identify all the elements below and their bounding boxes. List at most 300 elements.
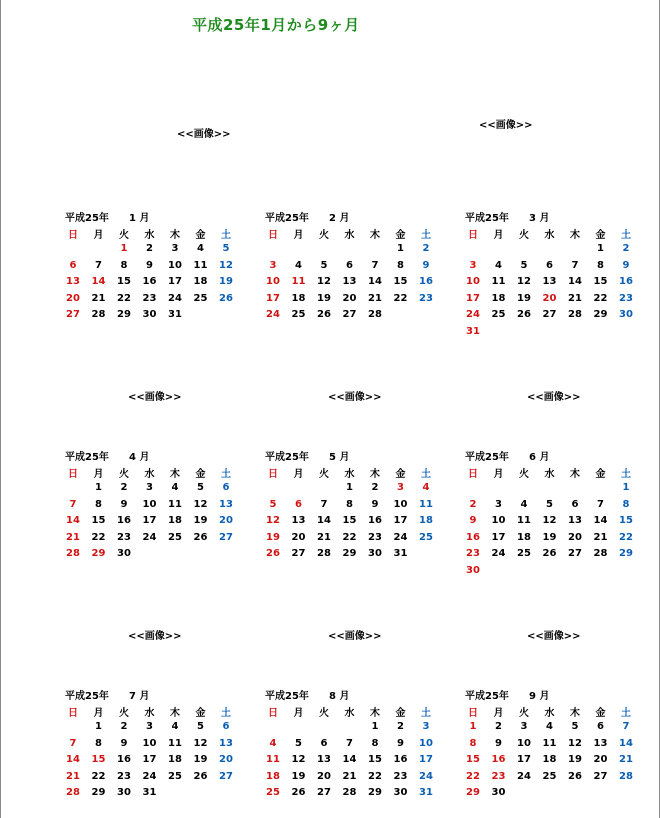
calendar-header (63, 448, 243, 462)
calendar-day: 5 (269, 498, 277, 510)
calendar-day: 1 (95, 482, 102, 493)
calendar-month (463, 687, 643, 798)
weekday-header-row (63, 226, 243, 243)
calendar-day: 9 (120, 498, 128, 510)
calendar-day: 15 (91, 754, 106, 765)
calendar-week-row (463, 293, 643, 310)
calendar-day: 8 (397, 259, 404, 271)
calendar-header (263, 687, 443, 701)
calendar-day: 12 (317, 276, 331, 287)
calendar-day: 7 (95, 259, 102, 271)
calendar-month (63, 448, 243, 559)
weekday-label: 水 (544, 230, 555, 241)
calendar-day: 2 (469, 498, 477, 510)
calendar-day: 20 (317, 770, 331, 782)
calendar-day: 28 (66, 787, 80, 798)
calendar-day: 8 (469, 737, 477, 749)
calendar-day: 25 (517, 548, 531, 559)
calendar-month-label: 8 月 (329, 691, 350, 702)
calendar-day: 17 (491, 531, 506, 543)
calendar-week-row (63, 482, 243, 499)
calendar-week-row (263, 787, 443, 804)
calendar-day: 14 (342, 754, 357, 765)
calendar-week-row (463, 243, 643, 260)
image-placeholder: <<画像>> (177, 129, 231, 140)
calendar-day: 19 (517, 292, 531, 304)
image-placeholder: <<画像>> (527, 631, 581, 642)
calendar-month (463, 209, 643, 337)
weekday-label: 日 (468, 230, 478, 241)
calendar-week-row (263, 243, 443, 260)
calendar-day: 10 (142, 737, 157, 749)
calendar-day: 25 (491, 309, 506, 320)
calendar-week-row (463, 532, 643, 549)
calendar-week-row (463, 482, 643, 499)
calendar-day: 3 (495, 498, 502, 510)
calendar-week-row (463, 754, 643, 771)
calendar-day: 26 (317, 309, 331, 320)
calendar-day: 6 (571, 498, 579, 510)
calendar-day: 1 (95, 721, 102, 732)
calendar-day: 27 (317, 787, 331, 798)
calendar-day: 19 (542, 531, 557, 543)
calendar-day: 23 (466, 548, 480, 559)
calendar-day: 27 (568, 548, 582, 559)
calendar-week-row (63, 754, 243, 771)
weekday-label: 木 (170, 708, 180, 719)
calendar-day: 29 (619, 548, 633, 559)
calendar-day: 27 (219, 531, 233, 543)
weekday-label: 土 (621, 469, 631, 480)
calendar-day: 11 (266, 754, 280, 765)
calendar-day: 15 (342, 515, 357, 526)
weekday-label: 金 (395, 469, 406, 480)
calendar-day: 21 (568, 292, 582, 304)
calendar-day: 12 (568, 737, 582, 749)
calendar-month-label: 6 月 (529, 452, 550, 463)
calendar-day: 11 (517, 515, 531, 526)
weekday-label: 日 (68, 708, 78, 719)
calendar-grid (263, 465, 443, 565)
calendar-day: 22 (466, 770, 480, 782)
weekday-label: 金 (595, 469, 606, 480)
calendar-day: 8 (622, 498, 630, 510)
calendar-day: 26 (517, 309, 531, 320)
calendar-day: 27 (342, 309, 357, 320)
calendar-day: 16 (466, 531, 480, 543)
calendar-day: 15 (117, 276, 131, 287)
weekday-label: 日 (68, 469, 78, 480)
calendar-day: 28 (619, 770, 633, 782)
calendar-day: 7 (622, 721, 630, 732)
calendar-week-row (63, 276, 243, 293)
calendar-day: 6 (546, 259, 553, 271)
calendar-day: 24 (393, 531, 408, 543)
calendar-grid (63, 226, 243, 326)
calendar-day: 24 (466, 309, 480, 320)
weekday-header-row (463, 704, 643, 721)
weekday-label: 土 (221, 469, 231, 480)
calendar-header (463, 687, 643, 701)
calendar-month-label: 2 月 (329, 213, 350, 224)
calendar-day: 17 (266, 292, 280, 304)
calendar-day: 31 (168, 309, 182, 320)
calendar-day: 26 (542, 548, 557, 559)
calendar-week-row (63, 532, 243, 549)
calendar-week-row (263, 482, 443, 499)
calendar-day: 19 (193, 515, 208, 526)
weekday-label: 日 (268, 230, 278, 241)
calendar-week-row (263, 721, 443, 738)
calendar-era-label: 平成25年 (265, 691, 309, 702)
weekday-label: 日 (268, 469, 278, 480)
calendar-day: 13 (342, 276, 357, 287)
calendar-week-row (63, 309, 243, 326)
calendar-day: 19 (266, 531, 280, 543)
calendar-day: 19 (317, 292, 331, 304)
calendar-week-row (263, 771, 443, 788)
calendar-day: 3 (171, 243, 179, 254)
calendar-header (463, 448, 643, 462)
calendar-week-row (263, 309, 443, 326)
calendar-day: 10 (266, 276, 280, 287)
calendar-day: 17 (466, 292, 480, 304)
calendar-day: 8 (346, 498, 353, 510)
calendar-week-row (63, 293, 243, 310)
weekday-label: 木 (570, 230, 580, 241)
calendar-day: 30 (466, 564, 480, 576)
calendar-header (263, 448, 443, 462)
calendar-day: 22 (91, 770, 106, 782)
weekday-label: 月 (93, 469, 104, 480)
calendar-day: 25 (542, 770, 557, 782)
calendar-day: 26 (193, 770, 208, 782)
calendar-day: 30 (117, 787, 131, 798)
calendar-day: 14 (66, 754, 80, 765)
calendar-era-label: 平成25年 (65, 213, 109, 224)
calendar-day: 17 (517, 754, 531, 765)
calendar-day: 2 (397, 721, 404, 732)
calendar-day: 11 (193, 259, 208, 271)
calendar-day: 24 (168, 292, 182, 304)
calendar-day: 6 (597, 721, 604, 732)
calendar-day: 6 (69, 259, 77, 271)
weekday-label: 水 (144, 708, 155, 719)
calendar-day: 27 (542, 309, 557, 320)
weekday-label: 月 (293, 230, 304, 241)
calendar-day: 22 (91, 531, 106, 543)
calendar-day: 30 (117, 548, 131, 559)
calendar-header (463, 209, 643, 223)
page-left-border (0, 0, 1, 818)
weekday-label: 月 (493, 469, 504, 480)
calendar-week-row (463, 738, 643, 755)
weekday-label: 水 (144, 469, 155, 480)
calendar-day: 31 (419, 787, 433, 798)
calendar-day: 20 (219, 515, 233, 526)
calendar-day: 30 (393, 787, 408, 798)
calendar-day: 5 (546, 498, 553, 510)
calendar-day: 5 (222, 243, 230, 254)
calendar-day: 23 (619, 292, 633, 304)
calendar-day: 2 (495, 721, 502, 732)
calendar-day: 14 (593, 515, 608, 526)
weekday-label: 火 (519, 230, 529, 241)
calendar-week-row (63, 738, 243, 755)
calendar-era-label: 平成25年 (465, 213, 509, 224)
calendar-day: 11 (419, 498, 433, 510)
calendar-day: 16 (393, 754, 408, 765)
calendar-grid (63, 465, 243, 565)
calendar-day: 12 (291, 754, 306, 765)
calendar-day: 15 (91, 515, 106, 526)
calendar-week-row (263, 499, 443, 516)
calendar-day: 21 (619, 754, 633, 765)
weekday-label: 木 (170, 230, 180, 241)
calendar-day: 25 (168, 531, 182, 543)
calendar-day: 15 (619, 515, 633, 526)
calendar-day: 5 (571, 721, 579, 732)
calendar-week-row (263, 260, 443, 277)
calendar-day: 7 (69, 737, 77, 749)
calendar-day: 11 (542, 737, 557, 749)
calendar-day: 2 (371, 482, 379, 493)
weekday-label: 水 (544, 708, 555, 719)
calendar-day: 4 (171, 482, 179, 493)
weekday-label: 金 (195, 230, 206, 241)
calendar-day: 10 (393, 498, 408, 510)
calendar-day: 30 (368, 548, 382, 559)
calendar-day: 23 (491, 770, 506, 782)
weekday-label: 木 (570, 469, 580, 480)
calendar-week-row (463, 787, 643, 804)
calendar-day: 18 (193, 276, 208, 287)
calendar-day: 22 (342, 531, 357, 543)
weekday-header-row (263, 226, 443, 243)
calendar-day: 25 (193, 292, 208, 304)
calendar-era-label: 平成25年 (65, 452, 109, 463)
calendar-day: 23 (419, 292, 433, 304)
weekday-label: 木 (370, 469, 380, 480)
calendar-day: 7 (571, 259, 579, 271)
calendar-day: 6 (222, 482, 230, 493)
calendar-day: 20 (593, 754, 608, 765)
weekday-label: 火 (519, 708, 529, 719)
calendar-era-label: 平成25年 (465, 452, 509, 463)
calendar-day: 29 (466, 787, 480, 798)
calendar-day: 30 (619, 309, 633, 320)
weekday-label: 金 (195, 708, 206, 719)
weekday-label: 土 (221, 708, 231, 719)
weekday-header-row (263, 704, 443, 721)
calendar-day: 7 (597, 498, 604, 510)
calendar-day: 1 (397, 243, 404, 254)
calendar-day: 13 (593, 737, 608, 749)
calendar-day: 15 (393, 276, 408, 287)
calendar-day: 9 (469, 515, 477, 526)
calendar-day: 4 (546, 721, 553, 732)
calendar-day: 26 (568, 770, 582, 782)
calendar-day: 18 (419, 515, 433, 526)
image-placeholder: <<画像>> (128, 392, 182, 403)
calendar-day: 22 (117, 292, 131, 304)
calendar-week-row (263, 515, 443, 532)
calendar-day: 22 (619, 531, 633, 543)
calendar-day: 1 (622, 482, 630, 493)
calendar-day: 18 (291, 292, 306, 304)
calendar-week-row (463, 309, 643, 326)
calendar-day: 29 (342, 548, 357, 559)
weekday-label: 水 (344, 469, 355, 480)
calendar-header (63, 209, 243, 223)
weekday-label: 金 (195, 469, 206, 480)
weekday-label: 日 (468, 708, 478, 719)
weekday-label: 日 (268, 708, 278, 719)
calendar-day: 6 (346, 259, 353, 271)
calendar-day: 19 (291, 770, 306, 782)
calendar-week-row (263, 754, 443, 771)
calendar-day: 8 (120, 259, 128, 271)
calendar-day: 9 (397, 737, 404, 749)
calendar-week-row (63, 260, 243, 277)
calendar-day: 20 (542, 292, 557, 304)
calendar-grid (63, 704, 243, 804)
calendar-day: 31 (142, 787, 157, 798)
calendar-month-label: 7 月 (129, 691, 150, 702)
calendar-day: 12 (193, 498, 208, 510)
calendar-day: 20 (568, 531, 582, 543)
calendar-day: 18 (491, 292, 506, 304)
calendar-week-row (63, 243, 243, 260)
calendar-day: 5 (197, 721, 204, 732)
calendar-day: 4 (295, 259, 302, 271)
calendar-day: 5 (320, 259, 328, 271)
calendar-day: 11 (168, 498, 182, 510)
calendar-day: 4 (520, 498, 528, 510)
calendar-month (463, 448, 643, 576)
image-placeholder: <<画像>> (328, 631, 382, 642)
calendar-day: 28 (368, 309, 382, 320)
calendar-day: 3 (520, 721, 528, 732)
calendar-day: 7 (320, 498, 328, 510)
calendar-grid (263, 226, 443, 326)
weekday-label: 金 (595, 230, 606, 241)
calendar-month-label: 4 月 (129, 452, 150, 463)
calendar-day: 28 (66, 548, 80, 559)
calendar-day: 14 (368, 276, 382, 287)
calendar-day: 11 (491, 276, 506, 287)
calendar-week-row (463, 771, 643, 788)
weekday-label: 土 (421, 708, 431, 719)
calendar-day: 10 (419, 737, 433, 749)
calendar-week-row (63, 771, 243, 788)
weekday-label: 金 (595, 708, 606, 719)
calendar-day: 2 (622, 243, 630, 254)
calendar-day: 18 (517, 531, 531, 543)
calendar-day: 4 (269, 737, 277, 749)
weekday-label: 木 (570, 708, 580, 719)
calendar-day: 29 (593, 309, 608, 320)
calendar-grid (463, 226, 643, 342)
calendar-day: 8 (95, 737, 102, 749)
calendar-day: 8 (597, 259, 604, 271)
calendar-day: 21 (342, 770, 357, 782)
weekday-label: 月 (493, 230, 504, 241)
image-placeholder: <<画像>> (128, 631, 182, 642)
calendar-day: 14 (66, 515, 80, 526)
calendar-day: 7 (371, 259, 379, 271)
calendar-day: 12 (517, 276, 531, 287)
weekday-label: 月 (293, 708, 304, 719)
calendar-day: 21 (66, 770, 80, 782)
weekday-label: 土 (621, 708, 631, 719)
calendar-week-row (463, 326, 643, 343)
weekday-label: 水 (544, 469, 555, 480)
calendar-day: 17 (393, 515, 408, 526)
calendar-month-label: 5 月 (329, 452, 350, 463)
calendar-day: 25 (266, 787, 280, 798)
calendar-day: 7 (69, 498, 77, 510)
calendar-day: 10 (168, 259, 182, 271)
calendar-week-row (63, 515, 243, 532)
calendar-week-row (463, 515, 643, 532)
calendar-month-label: 3 月 (529, 213, 550, 224)
calendar-week-row (463, 276, 643, 293)
calendar-day: 5 (197, 482, 204, 493)
calendar-day: 1 (597, 243, 604, 254)
weekday-label: 火 (319, 230, 329, 241)
calendar-day: 3 (146, 482, 153, 493)
calendar-day: 20 (291, 531, 306, 543)
calendar-week-row (263, 276, 443, 293)
calendar-week-row (263, 548, 443, 565)
calendar-day: 3 (146, 721, 153, 732)
calendar-day: 29 (91, 548, 106, 559)
image-placeholder: <<画像>> (479, 120, 533, 131)
weekday-label: 金 (395, 708, 406, 719)
calendar-era-label: 平成25年 (465, 691, 509, 702)
page-title: 平成25年1月から9ヶ月 (192, 16, 360, 34)
calendar-week-row (463, 565, 643, 582)
calendar-era-label: 平成25年 (265, 452, 309, 463)
calendar-header (63, 687, 243, 701)
calendar-day: 16 (619, 276, 633, 287)
calendar-week-row (463, 499, 643, 516)
calendar-day: 17 (168, 276, 182, 287)
calendar-day: 21 (66, 531, 80, 543)
weekday-label: 火 (119, 230, 129, 241)
calendar-day: 13 (317, 754, 331, 765)
calendar-day: 16 (419, 276, 433, 287)
calendar-day: 24 (517, 770, 531, 782)
calendar-day: 18 (266, 770, 280, 782)
calendar-day: 21 (593, 531, 608, 543)
calendar-day: 29 (91, 787, 106, 798)
calendar-day: 21 (317, 531, 331, 543)
calendar-day: 22 (593, 292, 608, 304)
calendar-day: 17 (419, 754, 433, 765)
calendar-day: 13 (568, 515, 582, 526)
calendar-day: 29 (117, 309, 131, 320)
weekday-label: 土 (421, 230, 431, 241)
calendar-day: 9 (495, 737, 502, 749)
weekday-label: 月 (93, 708, 104, 719)
calendar-day: 11 (168, 737, 182, 749)
calendar-day: 27 (291, 548, 306, 559)
calendar-day: 12 (193, 737, 208, 749)
calendar-day: 13 (291, 515, 306, 526)
calendar-day: 14 (91, 276, 106, 287)
